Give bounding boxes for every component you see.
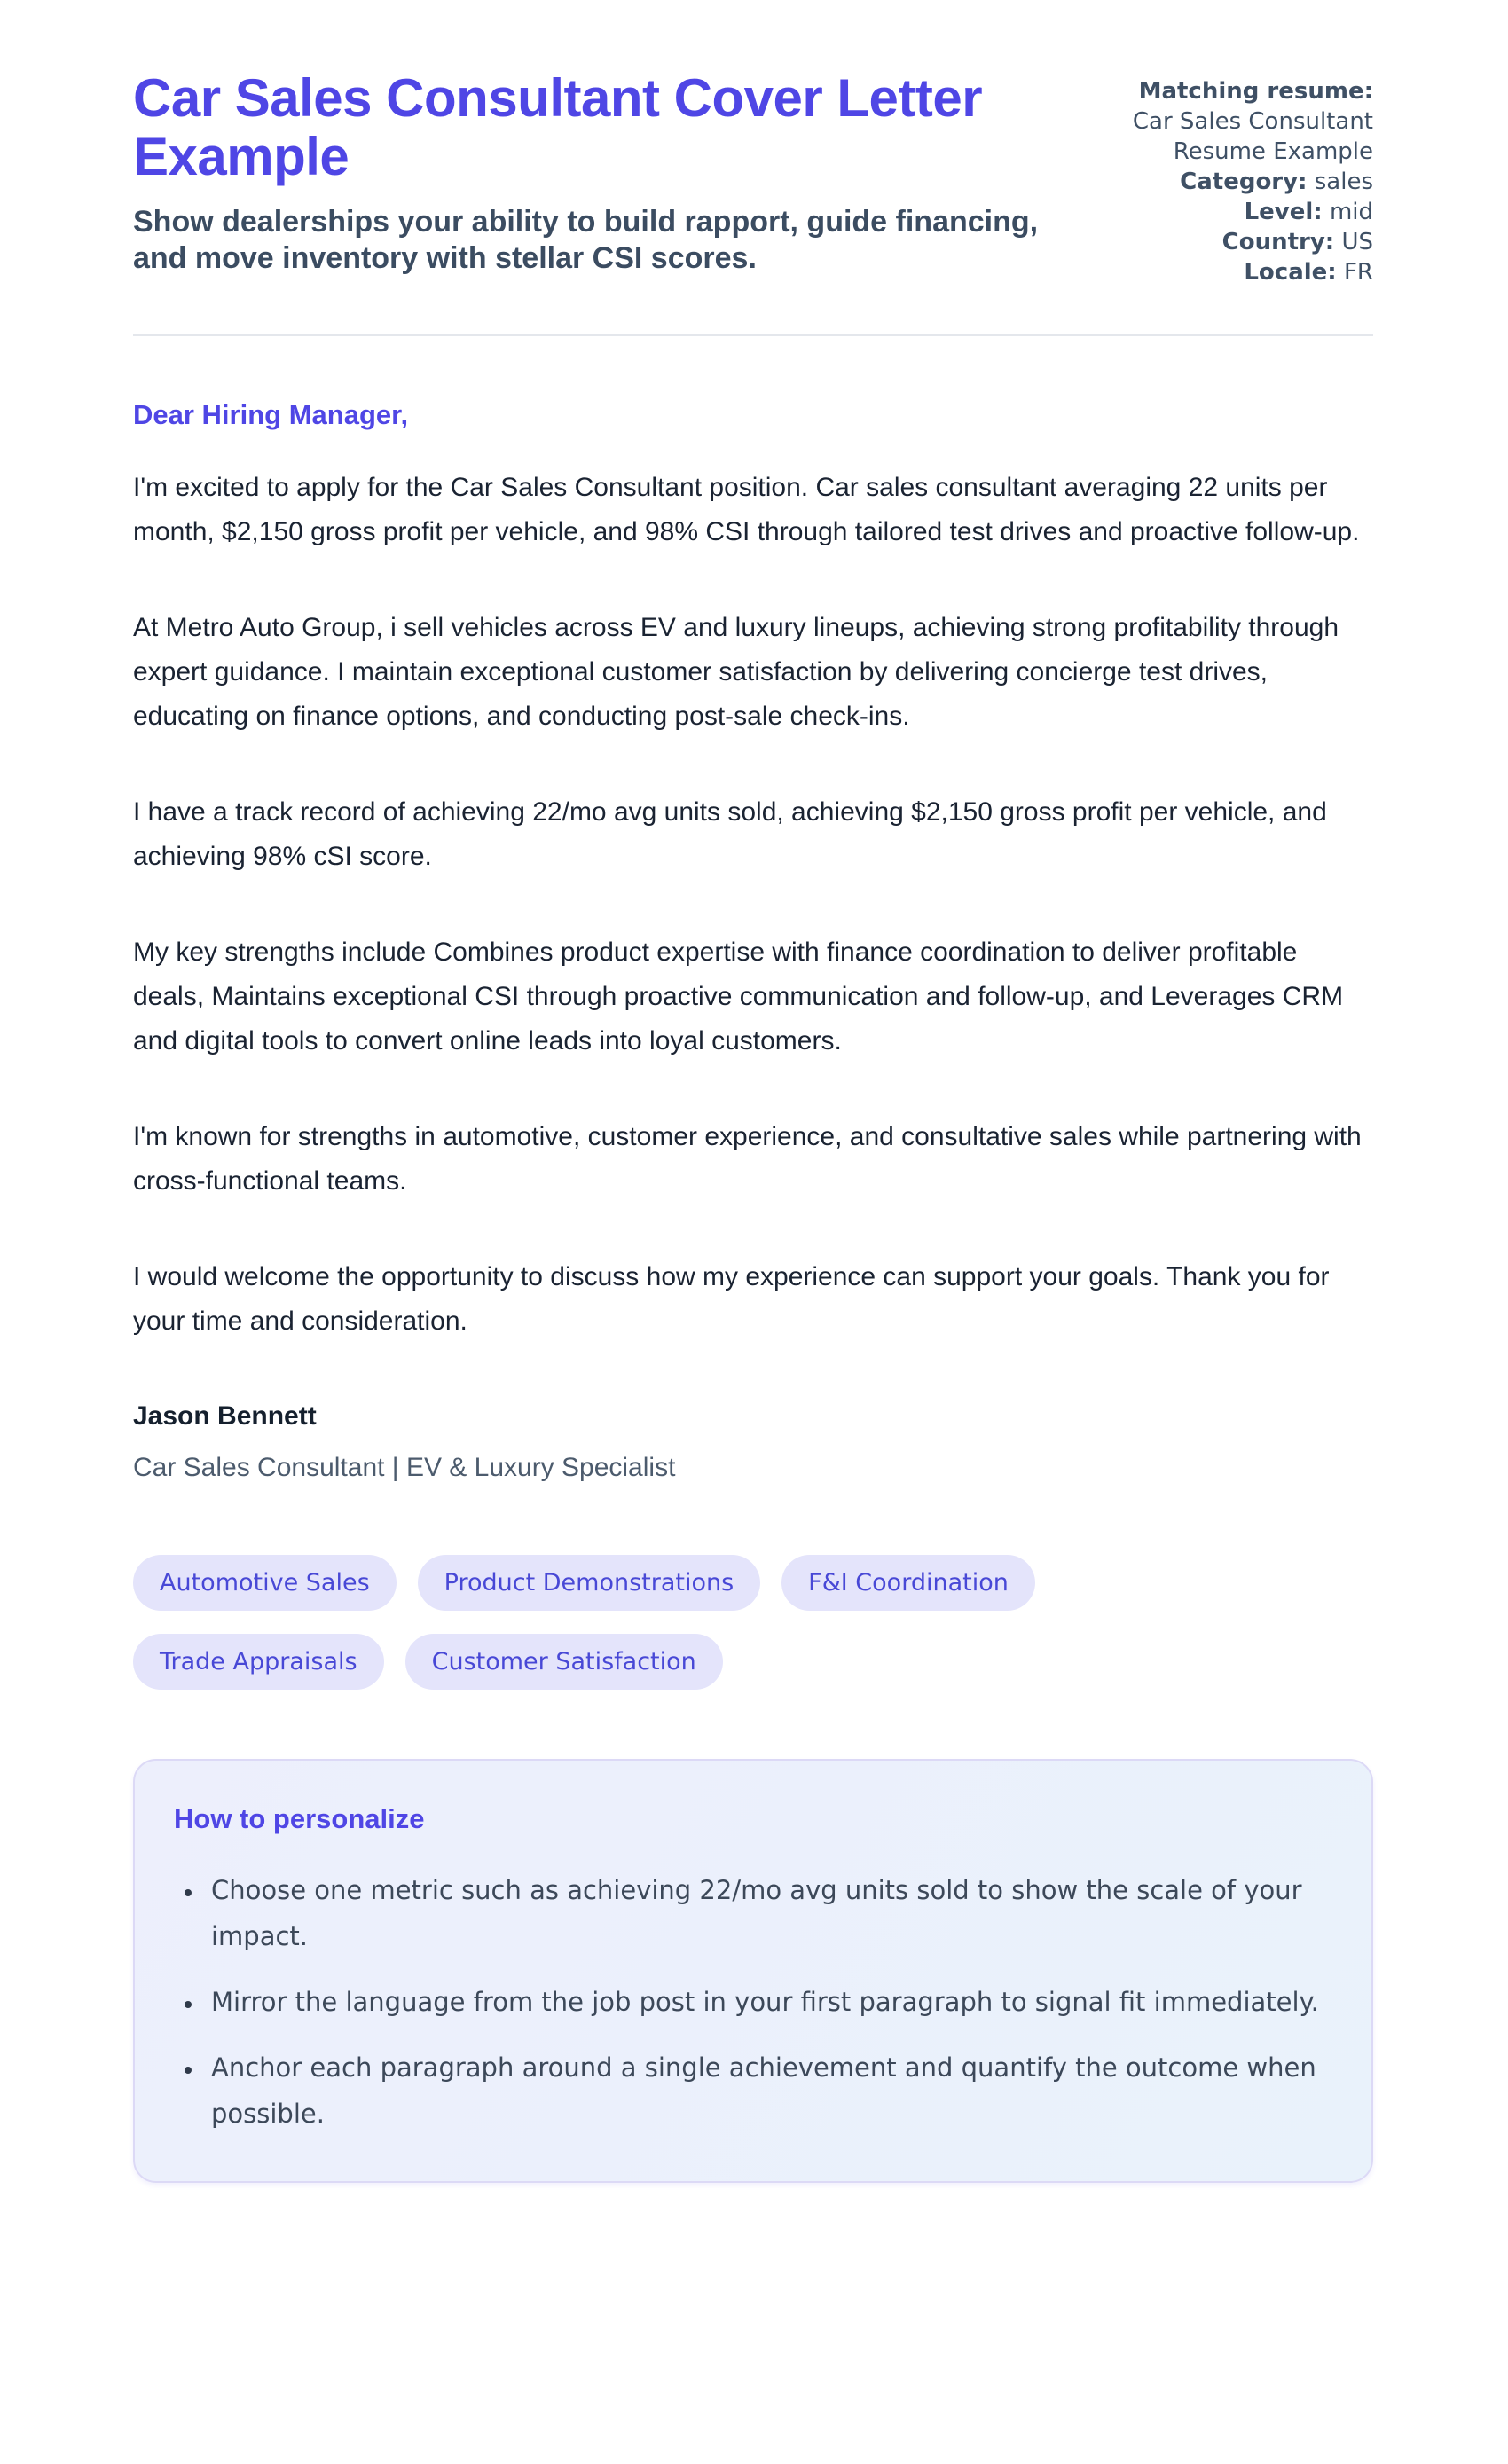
signature-name: Jason Bennett: [133, 1401, 317, 1431]
meta-label: Level:: [1244, 199, 1323, 225]
cover-letter-body: [133, 396, 1373, 1489]
letter-paragraph-4: My key strengths include Combines product expertise with finance coordination to deliver profitable deals, Maintains exceptional CSI through proactive communication and follow-up, and Leverages CRM and digital tools to convert online leads into loyal customers.: [133, 938, 1344, 1055]
signature-block: [133, 1395, 1373, 1489]
meta-value: Car Sales Consultant Resume Example: [1132, 108, 1373, 165]
header-title-block: [133, 69, 1098, 277]
skill-tag-fi-coordination: F&I Coordination: [781, 1555, 1035, 1611]
meta-value: FR: [1343, 259, 1373, 286]
meta-value: sales: [1314, 169, 1373, 195]
letter-paragraph-5: I'm known for strengths in automotive, customer experience, and consultative sales while partnering with cross-functional teams.: [133, 1122, 1362, 1196]
meta-category: [1098, 167, 1373, 197]
tipbox-item-2: • Mirror the language from the job post in your first paragraph to signal fit immediately.: [204, 1979, 1331, 2025]
skill-tag-customer-satisfaction: Customer Satisfaction: [405, 1634, 723, 1690]
meta-value: US: [1341, 229, 1373, 255]
letter-paragraph-1: I'm excited to apply for the Car Sales Consultant position. Car sales consultant averaging 22 units per month, $2,150 gross profit per vehicle, and 98% CSI through tailored test drives and proactive follow-up.: [133, 473, 1360, 546]
meta-label: Country:: [1221, 229, 1335, 255]
meta-label: Category:: [1180, 169, 1308, 195]
meta-country: [1098, 227, 1373, 257]
letter-paragraph-6: I would welcome the opportunity to discuss how my experience can support your goals. Thank you for your time and consideration.: [133, 1262, 1330, 1336]
page-header: [133, 69, 1373, 287]
letter-paragraph-3: I have a track record of achieving 22/mo avg units sold, achieving $2,150 gross profit per vehicle, and achieving 98% cSI score.: [133, 797, 1327, 871]
resume-meta-block: [1098, 76, 1373, 287]
skill-tags: [133, 1555, 1242, 1690]
letter-paragraph-2: At Metro Auto Group, i sell vehicles across EV and luxury lineups, achieving strong profitability through expert guidance. I maintain exceptional customer satisfaction by delivering concierge test drives, educating on finance options, and conducting post-sale check-ins.: [133, 613, 1339, 731]
letter-greeting: Dear Hiring Manager,: [133, 399, 409, 430]
meta-level: [1098, 197, 1373, 227]
meta-label: Matching resume:: [1138, 78, 1373, 105]
skill-tag-automotive-sales: Automotive Sales: [133, 1555, 397, 1611]
skill-tag-product-demonstrations: Product Demonstrations: [418, 1555, 761, 1611]
tipbox-list: [174, 1867, 1332, 2137]
page-title: Car Sales Consultant Cover Letter Example: [133, 68, 983, 186]
meta-label: Locale:: [1244, 259, 1337, 286]
signature-role: Car Sales Consultant | EV & Luxury Specialist: [133, 1453, 676, 1482]
tipbox-title: How to personalize: [174, 1803, 425, 1834]
header-divider: [133, 334, 1373, 336]
tipbox-item-1: • Choose one metric such as achieving 22/mo avg units sold to show the scale of your impact.: [204, 1867, 1331, 1959]
meta-value: mid: [1329, 199, 1373, 225]
meta-matching-resume: [1098, 76, 1373, 167]
page-subtitle: Show dealerships your ability to build rapport, guide financing, and move inventory with stellar CSI scores.: [133, 205, 1039, 275]
how-to-personalize-box: [133, 1759, 1373, 2183]
skill-tag-trade-appraisals: Trade Appraisals: [133, 1634, 384, 1690]
tipbox-item-3: • Anchor each paragraph around a single achievement and quantify the outcome when possible.: [204, 2044, 1331, 2137]
meta-locale: [1098, 257, 1373, 287]
